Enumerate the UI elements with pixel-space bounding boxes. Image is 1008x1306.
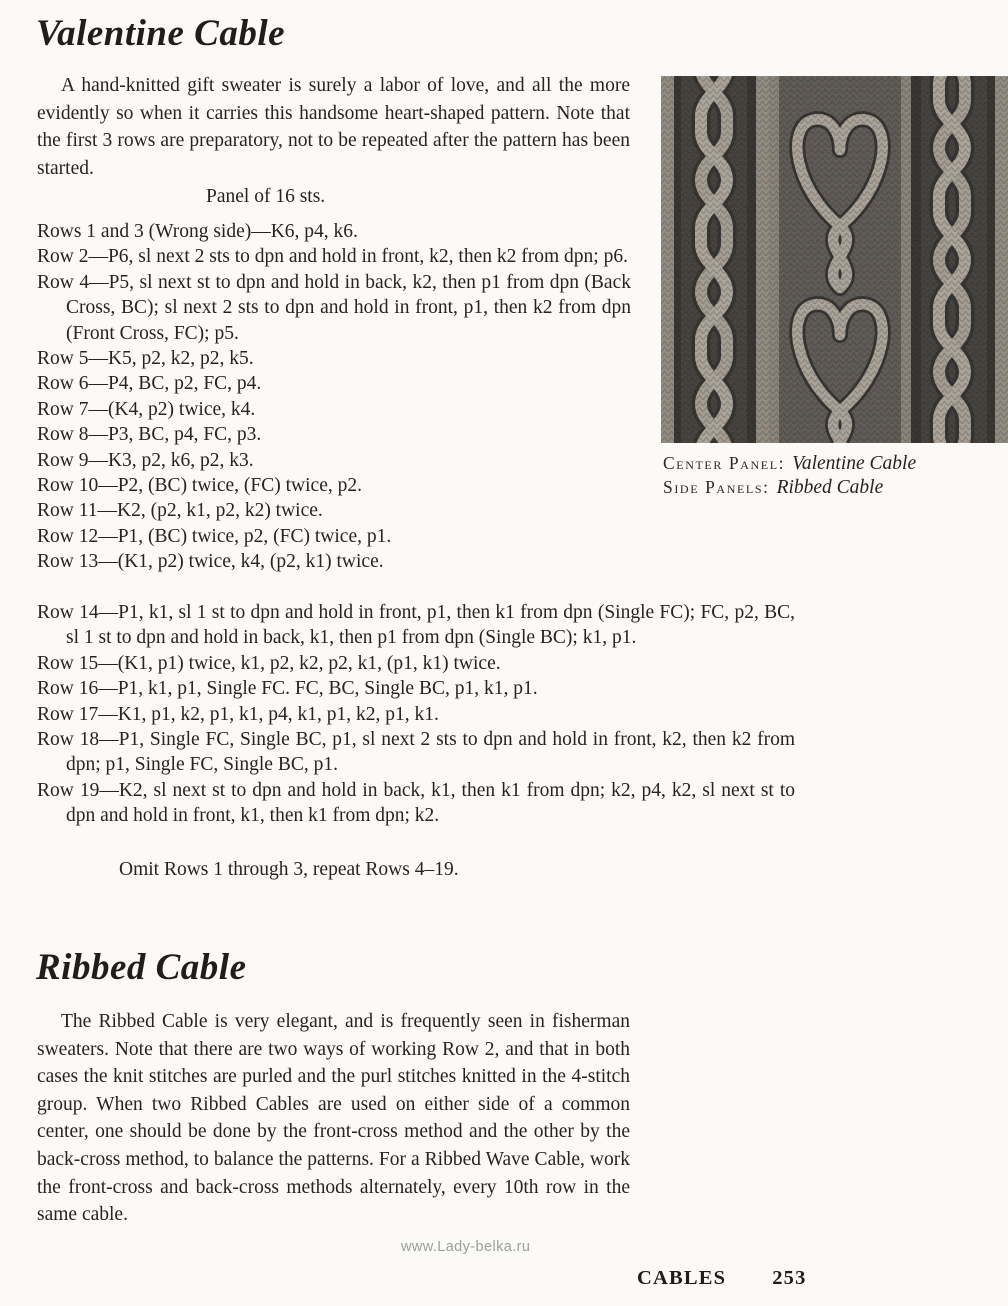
pattern-row: Row 8—P3, BC, p4, FC, p3. [37,424,262,446]
footer-page-number: 253 [772,1267,807,1289]
pattern-row: Row 17—K1, p1, k2, p1, k1, p4, k1, p1, k2, p1, k1. [37,703,439,725]
caption-side-panels-label: Side Panels: [663,477,770,497]
pattern-row: Row 5—K5, p2, k2, p2, k5. [37,348,254,370]
caption-center-panel-value: Valentine Cable [792,453,917,474]
pattern-row: Row 15—(K1, p1) twice, k1, p2, k2, p2, k1, (p1, k1) twice. [37,652,501,674]
caption-center-panel-label: Center Panel: [663,453,786,473]
pattern-row: Row 12—P1, (BC) twice, p2, (FC) twice, p1. [37,525,392,547]
footer-section-label: CABLES [637,1267,727,1289]
valentine-cable-heading: Valentine Cable [36,13,286,54]
pattern-row: Row 4—P5, sl next st to dpn and hold in back, k2, then p1 from dpn (Back Cross, BC); sl next 2 sts to dpn and hold in front, p1, then k2 from dpn (Front Cross, FC); p5. [37,271,631,344]
repeat-instruction-note: Omit Rows 1 through 3, repeat Rows 4–19. [119,859,459,880]
pattern-row: Row 16—P1, k1, p1, Single FC. FC, BC, Single BC, p1, k1, p1. [37,678,538,700]
caption-center-panel [663,452,916,476]
pattern-rows-1-13 [37,219,631,575]
pattern-rows-14-19 [37,600,795,829]
ribbed-cable-heading: Ribbed Cable [36,947,247,988]
ribbed-cable-paragraph: The Ribbed Cable is very elegant, and is frequently seen in fisherman sweaters. Note that there are two ways of working Row 2, and that in both cases the knit stitches are purled and the purl stitches knitted in the 4-stitch group. When two Ribbed Cables are used on either side of a common center, one should be done by the front-cross method and the other by the back-cross method, to balance the patterns. For a Ribbed Wave Cable, work the front-cross and back-cross methods alternately, every 10th row in the same cable. [37,1011,630,1226]
photo-caption [663,452,916,500]
valentine-intro-paragraph: A hand-knitted gift sweater is surely a labor of love, and all the more evidently so when it carries this handsome heart-shaped pattern. Note that the first 3 rows are preparatory, not to be repeated after the pattern has been started. [37,75,630,179]
pattern-row: Row 2—P6, sl next 2 sts to dpn and hold in front, k2, then k2 from dpn; p6. [37,246,628,268]
pattern-row: Row 13—(K1, p2) twice, k4, (p2, k1) twice. [37,551,384,573]
pattern-row: Row 11—K2, (p2, k1, p2, k2) twice. [37,500,323,522]
page-footer [637,1267,807,1290]
swatch-image [661,76,1008,443]
knitted-swatch-photo [661,76,1008,443]
pattern-row: Row 18—P1, Single FC, Single BC, p1, sl next 2 sts to dpn and hold in front, k2, then k2 from dpn; p1, Single FC, Single BC, p1. [37,729,795,776]
pattern-row: Row 7—(K4, p2) twice, k4. [37,398,256,420]
caption-side-panels-value: Ribbed Cable [776,477,884,498]
pattern-row: Row 9—K3, p2, k6, p2, k3. [37,449,254,471]
pattern-row: Row 6—P4, BC, p2, FC, p4. [37,373,262,395]
watermark-url-text: www.Lady-belka.ru [401,1239,531,1255]
panel-size-note: Panel of 16 sts. [206,186,326,207]
pattern-row: Row 10—P2, (BC) twice, (FC) twice, p2. [37,475,362,497]
caption-side-panels [663,476,916,500]
pattern-row: Row 14—P1, k1, sl 1 st to dpn and hold in front, p1, then k1 from dpn (Single FC); FC, p2, BC, sl 1 st to dpn and hold in back, k1, then p1 from dpn (Single BC); k1, p1. [37,602,795,649]
pattern-row: Rows 1 and 3 (Wrong side)—K6, p4, k6. [37,221,358,242]
pattern-row: Row 19—K2, sl next st to dpn and hold in back, k1, then k1 from dpn; k2, p4, k2, sl next st to dpn and hold in front, k1, then k1 from dpn; k2. [37,779,795,827]
